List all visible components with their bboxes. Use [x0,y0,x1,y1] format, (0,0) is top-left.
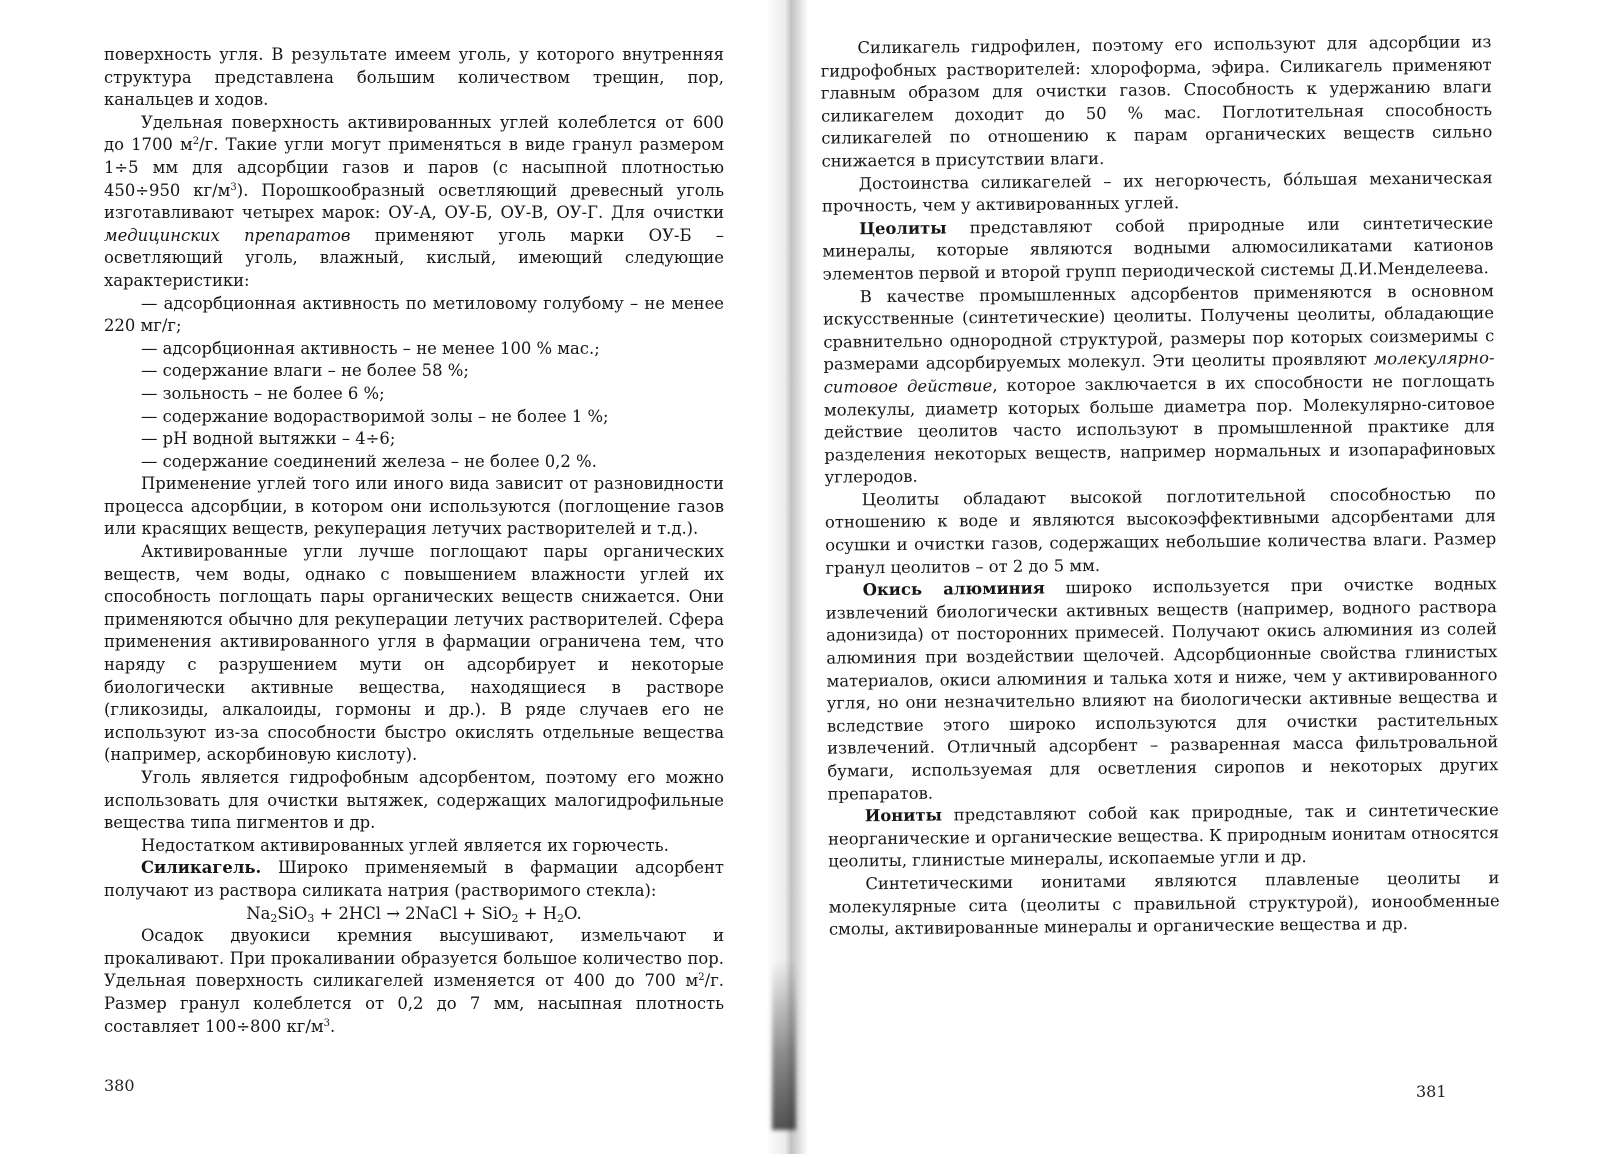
left-page-text [104,44,724,1038]
paragraph: Синтетическими ионитами являются плавленые цеолиты и молекулярные сита (цеолиты с правильной структурой), ионообменные смолы, активированные минералы и органические вещества и др. [828,868,1500,939]
chemical-formula: $Na_2SiO_3 + 2HCl$ → 2NaCl + $SiO_2 + H_2O$. [246,903,582,925]
paragraph: Силикагель. Широко применяемый в фармации адсорбент получают из раствора силиката натрия (растворимого стекла): [104,858,724,900]
paragraph: Активированные угли лучше поглощают пары органических веществ, чем воды, однако с повышением влажности углей их способность поглощать пары органических веществ снижается. Они применяются обычно для рекуперации летучих растворителей. Сфера применения активированного угля в фармации ограничена тем, что наряду с разрушением мути он адсорбирует и некоторые биологически активные вещества, находящиеся в растворе (гликозиды, алкалоиды, гормоны и др.). В ряде случаев его не используют из-за способности быстро окислять отдельные вещества (например, аскорбиновую кислоту). [104,542,724,765]
term-heading: Окись алюминия [862,578,1045,600]
list-item: — содержание влаги – не более 58 %; [141,361,469,381]
page-number-right: 381 [1416,1082,1447,1101]
term-heading: Силикагель. [141,858,262,878]
paragraph: Иониты представляют собой как природные, так и синтетические неорганические и органические вещества. К природным ионитам относятся цеолиты, глинистые минералы, ископаемые угли и др. [827,800,1500,871]
page-number-left: 380 [104,1076,135,1095]
right-page [800,0,1601,1158]
paragraph: В качестве промышленных адсорбентов применяются в основном искусственные (синтетические) цеолиты. Получены цеолиты, обладающие сравнительно однородной структурой, размеры пор которых соизмеримы с размерами адсорбируемых молекул. Эти цеолиты проявляют молекулярно-ситовое действие, которое заключается в их способности не поглощать молекулы, диаметр которых больше диаметра пор. Молекулярно-ситовое действие цеолитов часто используют в промышленной практике для разделения некоторых веществ, например нормальных и изопарафиновых углеродов. [822,280,1496,487]
paragraph: Силикагель гидрофилен, поэтому его используют для адсорбции из гидрофобных растворителей: хлороформа, эфира. Силикагель применяют главным образом для очистки газов. Способность к удержанию влаги силикагелем доходит до 50 % мас. Поглотительная способность силикагелей по отношению к парам органических веществ сильно снижается в присутствии влаги. [820,32,1493,171]
paragraph: Цеолиты обладают высокой поглотительной способностью по отношению к воде и являются высокоэффективными адсорбентами для осушки и очистки газов, содержащих небольшие количества влаги. Размер гранул цеолитов – от 2 до 5 мм. [824,484,1497,578]
term-heading: Иониты [864,805,943,826]
paragraph: Удельная поверхность активированных углей колеблется от 600 до 1700 $м^2/г$. Такие угли могут применяться в виде гранул размером 1÷5 мм для адсорбции газов и паров (с насыпной плотностью 450÷950 $кг/м^3$). Порошкообразный осветляющий древесный уголь изготавливают четырех марок: ОУ-А, ОУ-Б, ОУ-В, ОУ-Г. Для очистки медицинских препаратов применяют уголь марки ОУ-Б – осветляющий уголь, влажный, кислый, имеющий следующие характеристики: [104,112,725,290]
list-item: — pH водной вытяжки – 4÷6; [141,429,396,449]
paragraph: Осадок двуокиси кремния высушивают, измельчают и прокаливают. При прокаливании образуется большое количество пор. Удельная поверхность силикагелей изменяется от 400 до 700 $м^2/г$. Размер гранул колеблется от 0,2 до 7 мм, насыпная плотность составляет 100÷800 $кг/м^3$. [104,926,724,1036]
paragraph: Недостатком активированных углей является их горючесть. [141,835,669,855]
list-item: — содержание соединений железа – не более 0,2 %. [141,451,597,471]
list-item: — содержание водорастворимой золы – не более 1 %; [141,406,609,426]
italic-term: молекулярно-ситовое действие [823,348,1495,397]
term-heading: Цеолиты [859,218,947,239]
left-page [0,0,790,1154]
list-item: — адсорбционная активность – не менее 100 % мас.; [141,338,600,358]
list-item: — зольность – не более 6 %; [141,383,385,403]
list-item: — адсорбционная активность по метиловому голубому – не менее 220 мг/г; [104,293,724,336]
paragraph: Уголь является гидрофобным адсорбентом, поэтому его можно использовать для очистки вытяжек, содержащих малогидрофильные вещества типа пигментов и др. [104,768,724,833]
italic-term: медицинских препаратов [104,225,351,245]
right-page-text [820,31,1500,941]
paragraph: Цеолиты представляют собой природные или синтетические минералы, которые являются водными алюмосиликатами катионов элементов первой и второй групп периодической системы Д.И.Менделеева. [822,212,1494,284]
paragraph: Окись алюминия широко используется при очистке водных извлечений биологически активных веществ (например, водного раствора адонизида) от посторонних примесей. Получают окись алюминия из солей алюминия при воздействии щелочей. Адсорбционные свойства глинистых материалов, окиси алюминия и талька хотя и ниже, чем у активированного угля, но они незначительно влияют на биологически активные вещества и вследствие этого широко используются для очистки растительных извлечений. Отличный адсорбент – разваренная масса фильтровальной бумаги, используемая для осветления сиропов и некоторых других препаратов. [825,574,1499,804]
paragraph: Достоинства силикагелей – их негорючесть, бо́льшая механическая прочность, чем у активированных углей. [821,167,1493,216]
paragraph: Применение углей того или иного вида зависит от разновидности процесса адсорбции, в котором они используются (поглощение газов или красящих веществ, рекуперация летучих растворителей и т.д.). [104,474,724,539]
paragraph: поверхность угля. В результате имеем уголь, у которого внутренняя структура представлена большим количеством трещин, пор, канальцев и ходов. [104,45,724,110]
